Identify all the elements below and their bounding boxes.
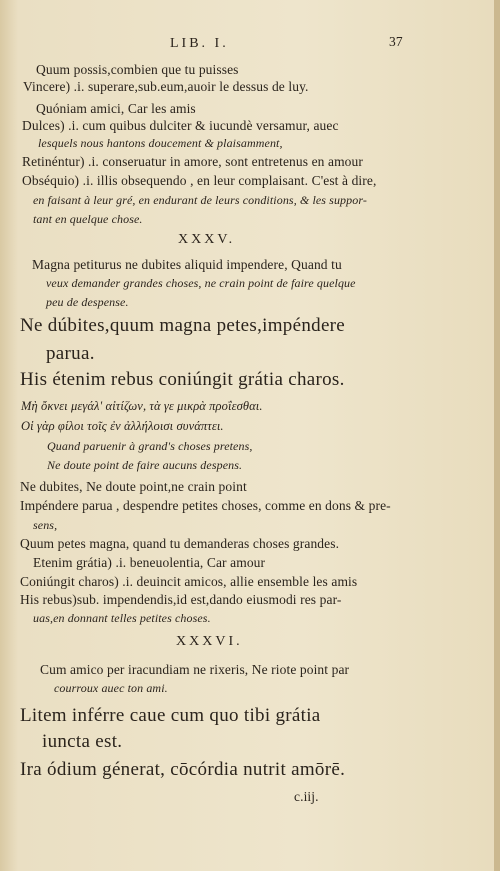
verse-line: His étenim rebus coniúngit grátia charos. (20, 369, 345, 390)
text-line: Magna petiturus ne dubites aliquid impendere, Quand tu (32, 257, 342, 272)
running-title: LIB. I. (170, 36, 229, 51)
text-line: uas,en donnant telles petites choses. (33, 611, 211, 625)
text-line: Dulces) .i. cum quibus dulciter & iucundè versamur, auec (22, 118, 339, 133)
text-line: sens, (33, 518, 58, 532)
greek-line: Οἱ γὰρ φίλοι τοῖς ἐν ἀλλήλοισι συνάπτει. (21, 419, 224, 433)
greek-line: Μὴ ὄκνει μεγάλ' αἰτίζων, τὰ γε μικρὰ προΐεσθαι. (21, 399, 263, 413)
verse-line: iuncta est. (42, 731, 123, 752)
page-edge (494, 0, 500, 871)
text-line: Ne doute point de faire aucuns despens. (47, 458, 243, 472)
text-line: Quóniam amici, Car les amis (36, 101, 196, 116)
text-line: courroux auec ton ami. (54, 681, 168, 695)
verse-line: Ne dúbites,quum magna petes,impéndere (20, 315, 346, 336)
verse-line: parua. (46, 343, 95, 364)
verse-line: Ira ódium génerat, cōcórdia nutrit amōrē. (20, 759, 346, 780)
section-heading: XXXV. (178, 232, 236, 247)
text-line: Obséquio) .i. illis obsequendo , en leur complaisant. C'est à dire, (22, 173, 377, 188)
text-line: Etenim grátia) .i. beneuolentia, Car amour (33, 555, 266, 570)
text-line: Impéndere parua , despendre petites choses, comme en dons & pre- (20, 498, 391, 513)
text-line: en faisant à leur gré, en endurant de leurs conditions, & les suppor- (33, 193, 367, 207)
text-line: Retinéntur) .i. conseruatur in amore, sont entretenus en amour (22, 154, 363, 169)
text-line: peu de despense. (46, 295, 129, 309)
text-line: Quum possis,combien que tu puisses (36, 62, 239, 77)
text-line: Coniúngit charos) .i. deuincit amicos, allie ensemble les amis (20, 574, 358, 589)
text-line: Cum amico per iracundiam ne rixeris, Ne riote point par (40, 662, 350, 677)
text-line: Quum petes magna, quand tu demanderas choses grandes. (20, 536, 340, 551)
page-number: 37 (389, 34, 403, 49)
section-heading: XXXVI. (176, 634, 243, 649)
verse-line: Litem inférre caue cum quo tibi grátia (20, 705, 321, 726)
text-line: Quand paruenir à grand's choses pretens, (47, 439, 253, 453)
text-line: Vincere) .i. superare,sub.eum,auoir le dessus de luy. (23, 79, 309, 94)
text-line: tant en quelque chose. (33, 212, 143, 226)
text-line: veux demander grandes choses, ne crain point de faire quelque (46, 276, 356, 290)
text-line: His rebus)sub. impendendis,id est,dando eiusmodi res par- (20, 592, 342, 607)
signature-mark: c.iij. (294, 789, 319, 804)
text-line: Ne dubites, Ne doute point,ne crain point (20, 479, 247, 494)
text-line: lesquels nous hantons doucement & plaisamment, (38, 136, 283, 150)
